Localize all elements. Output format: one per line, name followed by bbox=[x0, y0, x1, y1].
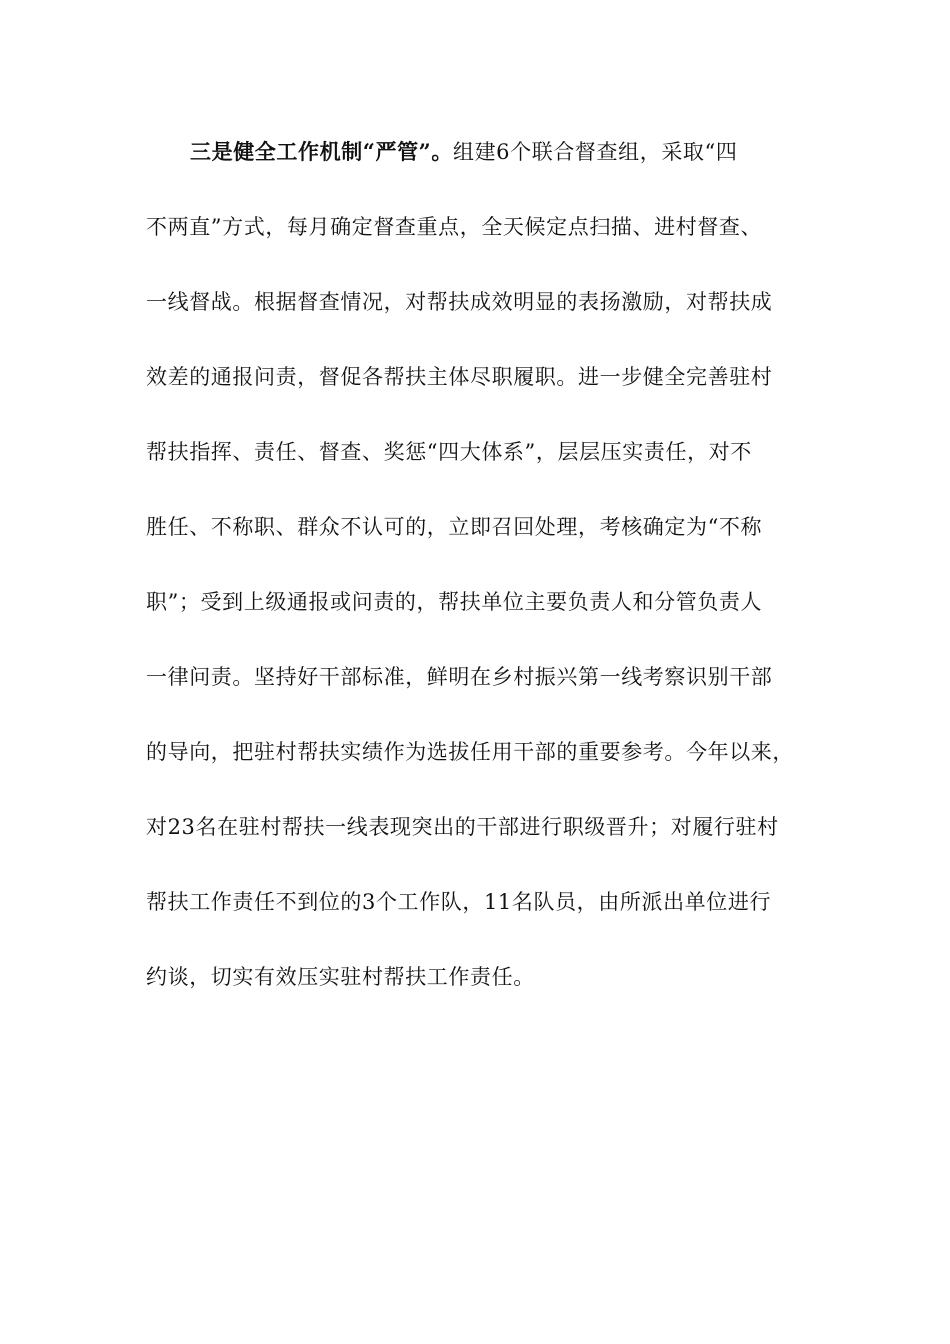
paragraph-line-text: 组建6个联合督查组，采取“四 bbox=[452, 140, 738, 164]
paragraph-line-12: 约谈，切实有效压实驻村帮扶工作责任。 bbox=[146, 965, 535, 989]
paragraph-line-10: 对23名在驻村帮扶一线表现突出的干部进行职级晋升；对履行驻村 bbox=[146, 815, 779, 839]
paragraph-line-6: 胜任、不称职、群众不认可的，立即召回处理，考核确定为“不称 bbox=[146, 515, 763, 539]
paragraph-line-8: 一律问责。坚持好干部标准，鲜明在乡村振兴第一线考察识别干部 bbox=[146, 665, 773, 689]
paragraph-line-11: 帮扶工作责任不到位的3个工作队，11名队员，由所派出单位进行 bbox=[146, 890, 772, 914]
paragraph-line-7: 职”；受到上级通报或问责的，帮扶单位主要负责人和分管负责人 bbox=[146, 590, 763, 614]
body-paragraph bbox=[146, 128, 806, 1028]
paragraph-line-4: 效差的通报问责，督促各帮扶主体尽职履职。进一步健全完善驻村 bbox=[146, 365, 773, 389]
paragraph-line-3: 一线督战。根据督查情况，对帮扶成效明显的表扬激励，对帮扶成 bbox=[146, 290, 773, 314]
paragraph-line-1 bbox=[146, 128, 806, 203]
paragraph-line-5: 帮扶指挥、责任、督查、奖惩“四大体系”，层层压实责任，对不 bbox=[146, 440, 752, 464]
paragraph-line-9: 的导向，把驻村帮扶实绩作为选拔任用干部的重要参考。今年以来， bbox=[146, 740, 794, 764]
paragraph-lead-heading: 三是健全工作机制“严管”。 bbox=[190, 139, 453, 164]
paragraph-line-2: 不两直”方式，每月确定督查重点，全天候定点扫描、进村督查、 bbox=[146, 215, 763, 239]
